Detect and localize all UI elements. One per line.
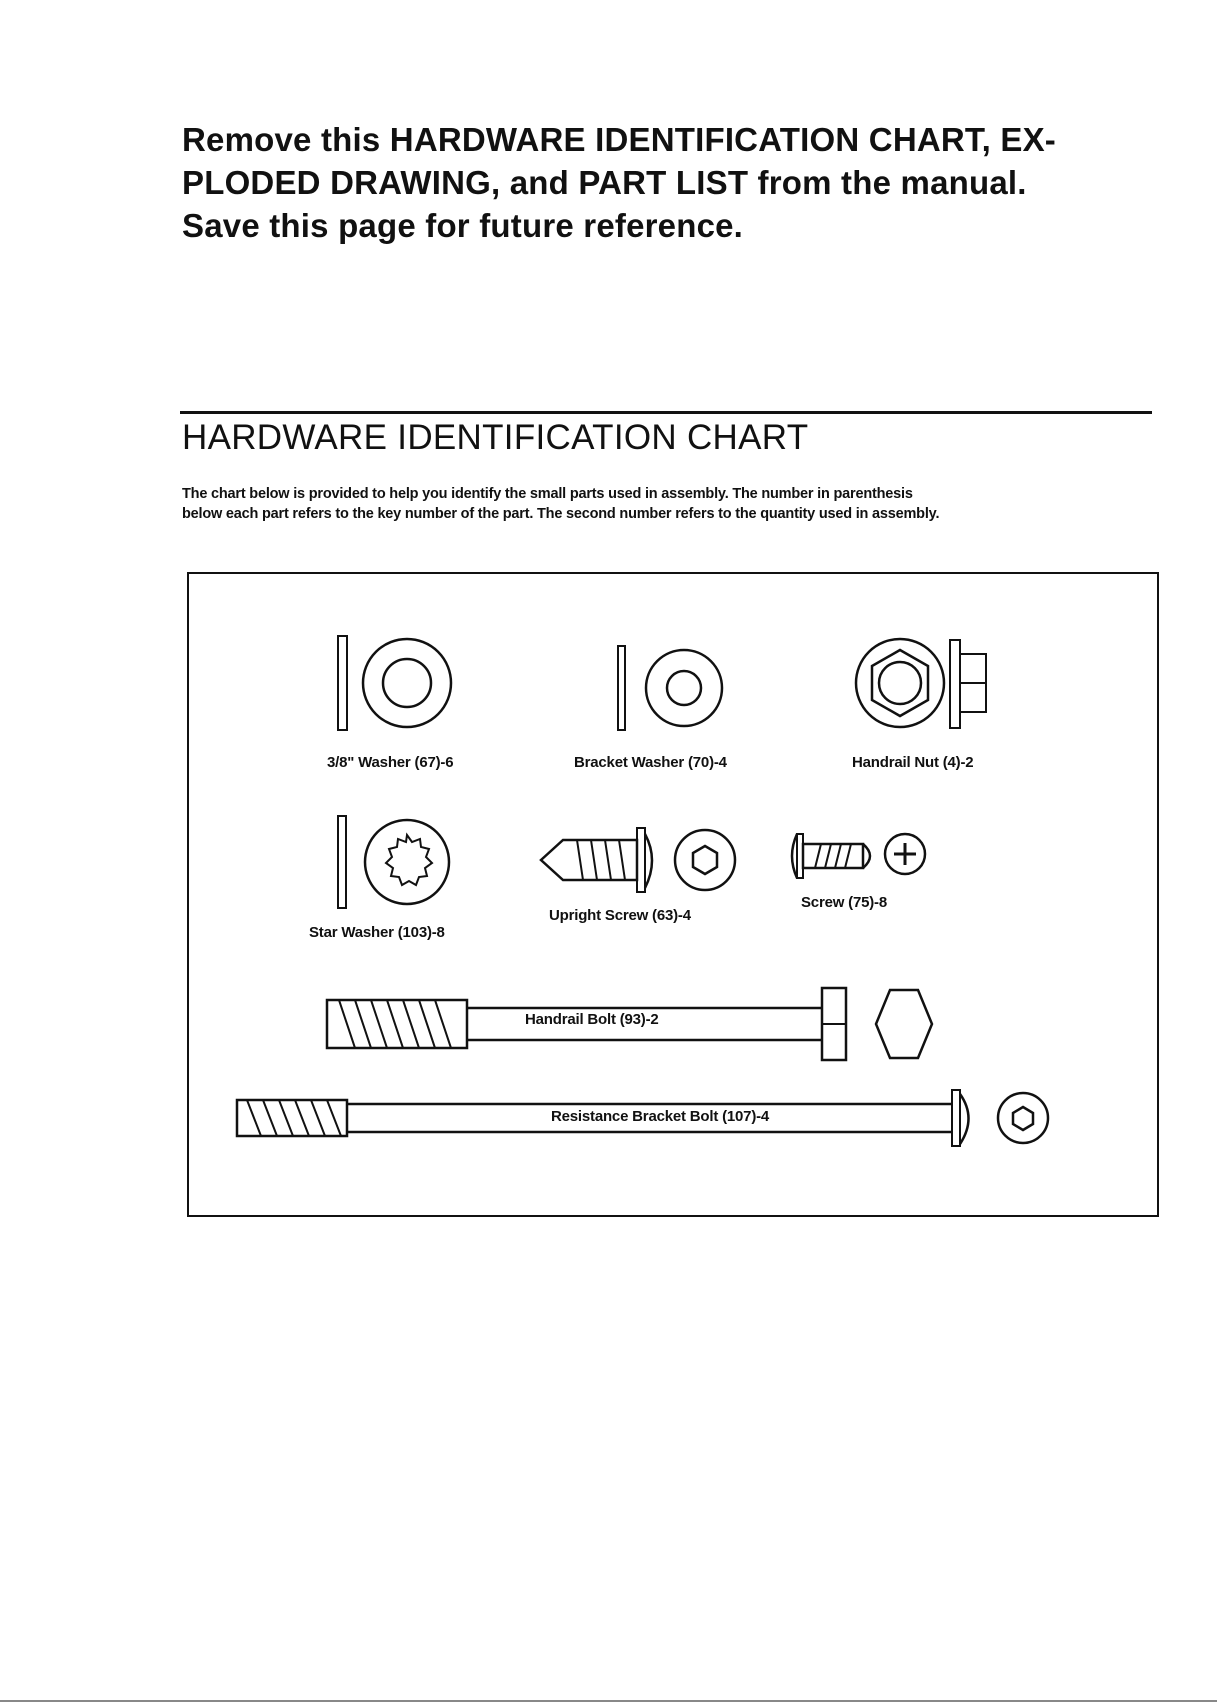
intro-instructions — [182, 118, 1112, 247]
section-title: HARDWARE IDENTIFICATION CHART — [182, 418, 809, 457]
screw-icon — [537, 822, 737, 902]
intro-line-3: Save this page for future reference. — [182, 207, 744, 244]
star-washer-icon — [337, 814, 467, 914]
description-line-1: The chart below is provided to help you identify the small parts used in assembly. The number in parenthesis — [182, 486, 913, 502]
part-label: Resistance Bracket Bolt (107)-4 — [551, 1108, 770, 1125]
part-label: Bracket Washer (70)-4 — [574, 754, 727, 771]
part-label: Screw (75)-8 — [801, 894, 887, 911]
section-description — [182, 484, 1162, 524]
part-label: Handrail Nut (4)-2 — [852, 754, 974, 771]
washer-icon — [337, 634, 477, 734]
phillips-screw-icon — [787, 826, 927, 886]
hardware-chart — [187, 572, 1159, 1217]
page-edge — [0, 1700, 1217, 1702]
washer-icon — [617, 644, 737, 734]
intro-line-1: Remove this HARDWARE IDENTIFICATION CHART, EX- — [182, 121, 1056, 158]
intro-line-2: PLODED DRAWING, and PART LIST from the manual. — [182, 164, 1027, 201]
description-line-2: below each part refers to the key number of the part. The second number refers to the quantity used in assembly. — [182, 506, 940, 522]
part-label: Upright Screw (63)-4 — [549, 907, 691, 924]
section-divider — [180, 411, 1152, 414]
part-label: Star Washer (103)-8 — [309, 924, 445, 941]
part-label: Handrail Bolt (93)-2 — [525, 1011, 659, 1028]
part-label: 3/8" Washer (67)-6 — [327, 754, 454, 771]
hex-nut-icon — [854, 632, 1004, 737]
